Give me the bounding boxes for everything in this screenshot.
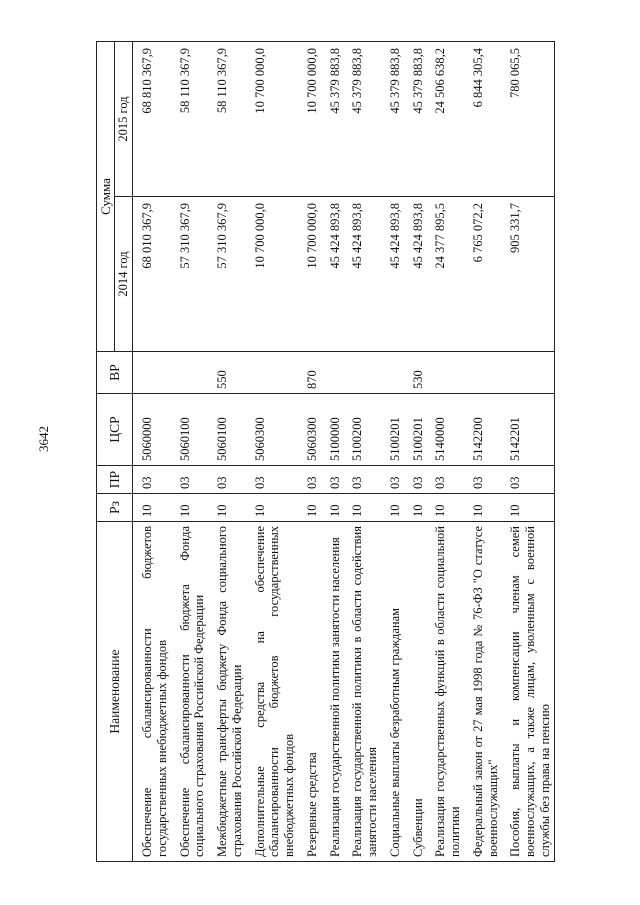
row-pr: 03 — [171, 466, 209, 494]
row-csr: 5142200 — [464, 394, 502, 466]
table-row — [246, 42, 298, 862]
row-rz: 10 — [404, 494, 427, 522]
row-sum-2014: 24 377 895,5 — [426, 197, 464, 352]
table-row — [298, 42, 321, 862]
row-rz: 10 — [246, 494, 298, 522]
row-pr: 03 — [501, 466, 554, 494]
row-vr — [343, 352, 381, 394]
header-sum: Сумма — [97, 42, 115, 352]
row-csr: 5060100 — [208, 394, 246, 466]
row-name: Обеспечение сбалансированности бюджетов государственных внебюджетных фондов — [133, 522, 171, 862]
row-sum-2015: 58 110 367,9 — [171, 42, 209, 197]
row-sum-2014: 68 010 367,9 — [133, 197, 171, 352]
row-name: Межбюджетные трансферты бюджету Фонда социального страхования Российской Федерации — [208, 522, 246, 862]
row-pr: 03 — [321, 466, 344, 494]
header-year-2015: 2015 год — [115, 42, 133, 197]
row-sum-2015: 10 700 000,0 — [298, 42, 321, 197]
rotated-table-container — [96, 42, 636, 862]
header-vr: ВР — [97, 352, 133, 394]
table-row — [464, 42, 502, 862]
row-name: Резервные средства — [298, 522, 321, 862]
table-row — [321, 42, 344, 862]
row-pr: 03 — [381, 466, 404, 494]
table-row — [381, 42, 404, 862]
row-vr: 530 — [404, 352, 427, 394]
row-csr: 5100201 — [404, 394, 427, 466]
row-csr: 5060000 — [133, 394, 171, 466]
row-csr: 5140000 — [426, 394, 464, 466]
row-rz: 10 — [501, 494, 554, 522]
table-row — [343, 42, 381, 862]
row-csr: 5100000 — [321, 394, 344, 466]
table-row — [171, 42, 209, 862]
row-vr: 870 — [298, 352, 321, 394]
row-pr: 03 — [208, 466, 246, 494]
row-pr: 03 — [343, 466, 381, 494]
row-vr — [464, 352, 502, 394]
row-rz: 10 — [343, 494, 381, 522]
row-name: Федеральный закон от 27 мая 1998 года № 76-ФЗ "О статусе военнослужащих" — [464, 522, 502, 862]
row-vr — [501, 352, 554, 394]
row-vr — [133, 352, 171, 394]
row-sum-2014: 6 765 072,2 — [464, 197, 502, 352]
row-sum-2014: 57 310 367,9 — [171, 197, 209, 352]
row-vr — [321, 352, 344, 394]
row-sum-2015: 68 810 367,9 — [133, 42, 171, 197]
header-pr: ПР — [97, 466, 133, 494]
row-pr: 03 — [464, 466, 502, 494]
header-name: Наименование — [97, 522, 133, 862]
table-row — [426, 42, 464, 862]
row-sum-2015: 10 700 000,0 — [246, 42, 298, 197]
row-pr: 03 — [133, 466, 171, 494]
table-row — [404, 42, 427, 862]
table-body — [133, 42, 555, 862]
table-header — [97, 42, 133, 862]
row-name: Социальные выплаты безработным гражданам — [381, 522, 404, 862]
row-sum-2015: 24 506 638,2 — [426, 42, 464, 197]
table-row — [208, 42, 246, 862]
row-name: Дополнительные средства на обеспечение сбалансированности бюджетов государственных внебюджетных фондов — [246, 522, 298, 862]
row-csr: 5060300 — [298, 394, 321, 466]
row-pr: 03 — [426, 466, 464, 494]
row-sum-2015: 6 844 305,4 — [464, 42, 502, 197]
page-number: 3642 — [36, 426, 51, 452]
row-sum-2015: 58 110 367,9 — [208, 42, 246, 197]
row-csr: 5142201 — [501, 394, 554, 466]
row-rz: 10 — [321, 494, 344, 522]
row-vr: 550 — [208, 352, 246, 394]
row-sum-2014: 57 310 367,9 — [208, 197, 246, 352]
row-sum-2014: 10 700 000,0 — [246, 197, 298, 352]
row-sum-2015: 45 379 883,8 — [321, 42, 344, 197]
row-csr: 5060100 — [171, 394, 209, 466]
row-vr — [246, 352, 298, 394]
row-sum-2014: 45 424 893,8 — [404, 197, 427, 352]
row-vr — [171, 352, 209, 394]
row-sum-2014: 45 424 893,8 — [343, 197, 381, 352]
row-csr: 5100200 — [343, 394, 381, 466]
row-rz: 10 — [464, 494, 502, 522]
row-rz: 10 — [133, 494, 171, 522]
row-name: Субвенции — [404, 522, 427, 862]
row-sum-2014: 45 424 893,8 — [381, 197, 404, 352]
row-csr: 5060300 — [246, 394, 298, 466]
row-sum-2014: 45 424 893,8 — [321, 197, 344, 352]
row-sum-2015: 45 379 883,8 — [343, 42, 381, 197]
header-rz: Рз — [97, 494, 133, 522]
row-rz: 10 — [381, 494, 404, 522]
row-vr — [426, 352, 464, 394]
row-csr: 5100201 — [381, 394, 404, 466]
row-rz: 10 — [208, 494, 246, 522]
row-sum-2015: 780 065,5 — [501, 42, 554, 197]
row-name: Реализация государственных функций в области социальной политики — [426, 522, 464, 862]
row-rz: 10 — [298, 494, 321, 522]
row-sum-2015: 45 379 883,8 — [381, 42, 404, 197]
row-pr: 03 — [246, 466, 298, 494]
row-pr: 03 — [404, 466, 427, 494]
budget-table — [96, 41, 555, 862]
row-vr — [381, 352, 404, 394]
row-rz: 10 — [426, 494, 464, 522]
header-csr: ЦСР — [97, 394, 133, 466]
table-row — [133, 42, 171, 862]
row-sum-2015: 45 379 883,8 — [404, 42, 427, 197]
row-pr: 03 — [298, 466, 321, 494]
row-rz: 10 — [171, 494, 209, 522]
header-year-2014: 2014 год — [115, 197, 133, 352]
row-name: Обеспечение сбалансированности бюджета Фонда социального страхования Российской Федерации — [171, 522, 209, 862]
row-sum-2014: 10 700 000,0 — [298, 197, 321, 352]
row-name: Реализация государственной политики занятости населения — [321, 522, 344, 862]
row-name: Пособия, выплаты и компенсации членам семей военнослужащих, а также лицам, уволенным с военной службы без права на пенсию — [501, 522, 554, 862]
row-name: Реализация государственной политики в области содействия занятости населения — [343, 522, 381, 862]
row-sum-2014: 905 331,7 — [501, 197, 554, 352]
table-row — [501, 42, 554, 862]
